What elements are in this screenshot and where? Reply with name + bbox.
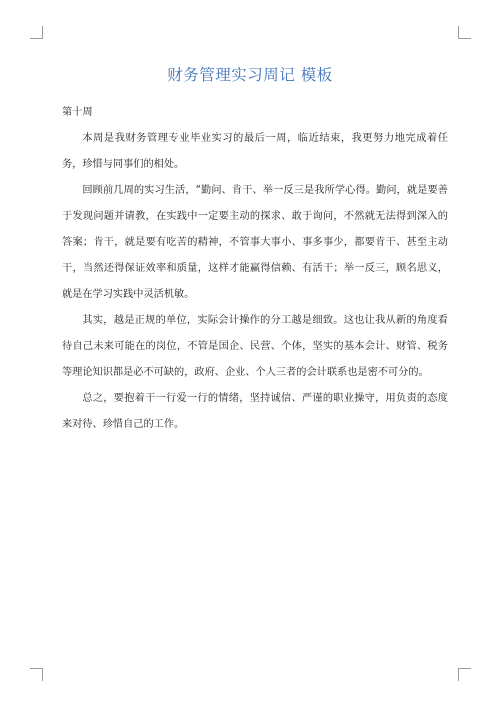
document-body: [62, 100, 448, 438]
crop-mark-top-right: [458, 26, 471, 39]
paragraph-3: 其实，越是正规的单位，实际会计操作的分工越是细致。这也让我从新的角度看待自己未来可能在的岗位，不管是国企、民营、个体，坚实的基本会计、财管、税务等理论知识都是必不可缺的，政府、企业、个人三者的会计联系也是密不可分的。: [62, 315, 448, 378]
crop-mark-bottom-left: [30, 668, 43, 681]
paragraph-2: 回顾前几周的实习生活，“勤问、肯干、举一反三是我所学心得。勤问，就是要善于发现问题并请教，在实践中一定要主动的探求、敢于询问，不然就无法得到深入的答案；肯干，就是要有吃苦的精神，不管事大事小、事多事少，都要肯干、甚至主动干，当然还得保证效率和质量，这样才能赢得信赖、有活干；举一反三，顾名思义，就是在学习实践中灵活机敏。: [62, 185, 448, 300]
crop-mark-top-left: [30, 26, 43, 39]
crop-mark-bottom-right: [458, 668, 471, 681]
paragraph-4: 总之，要抱着干一行爱一行的情绪，坚持诚信、严谨的职业操守，用负责的态度来对待、珍惜自己的工作。: [62, 393, 448, 430]
week-label: 第十周: [62, 107, 93, 118]
document-title: 财务管理实习周记 模板: [167, 66, 333, 84]
paragraph-1: 本周是我财务管理专业毕业实习的最后一周，临近结束，我更努力地完成着任务，珍惜与同事们的相处。: [62, 133, 448, 170]
